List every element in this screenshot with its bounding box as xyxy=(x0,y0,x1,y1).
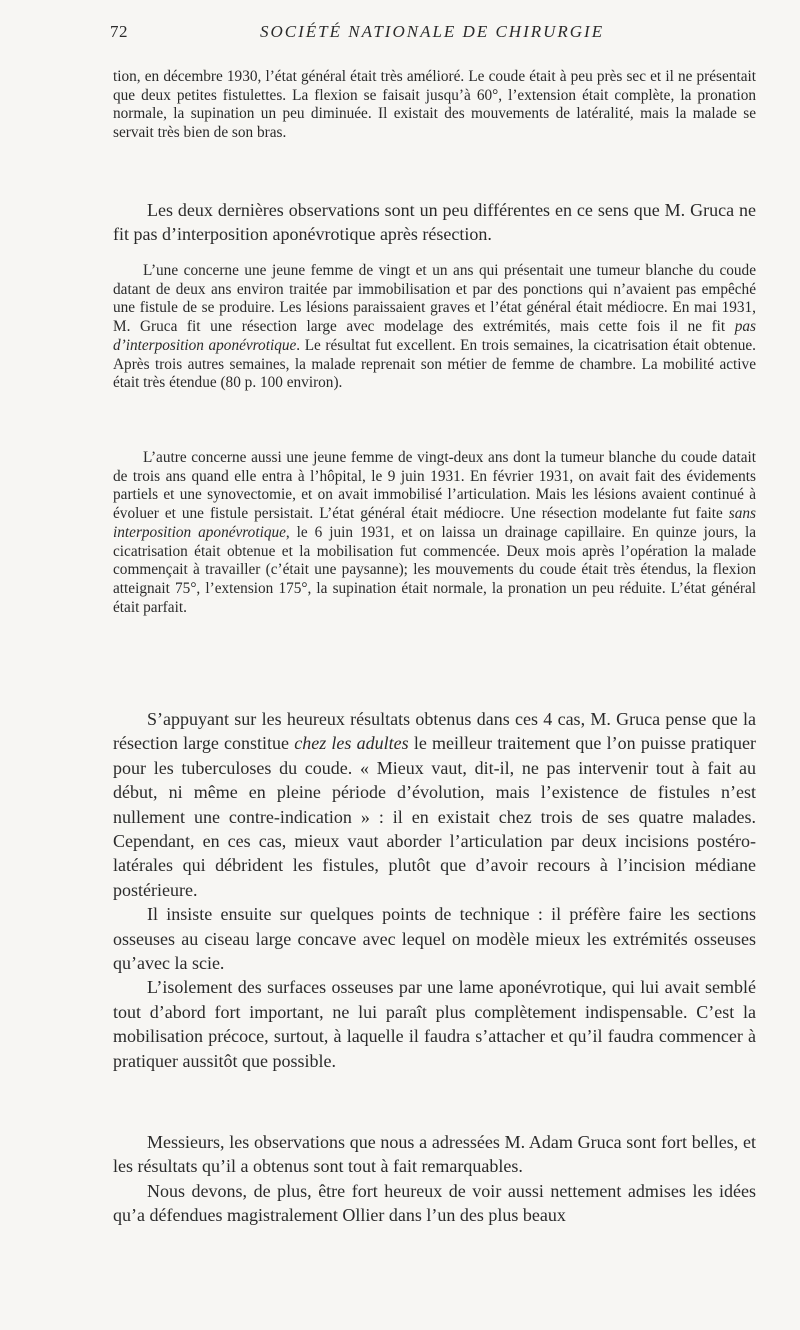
observation-4-text xyxy=(113,449,756,617)
observation-3-part-b: . Le résultat fut excellent. En trois semaines, la cicatrisation était obtenue. Après trois autres semaines, la malade reprenait son métier de femme de chambre. La mobilité active était très étendue (80 p. 100 environ). xyxy=(113,336,756,392)
observation-3-emphasis: pas d’interposition aponévrotique xyxy=(113,318,756,354)
paragraph-7-text: L’isolement des surfaces osseuses par une lame aponévrotique, qui lui avait semblé tout d’abord fort important, ne lui paraît plus complètement indispensable. C’est la mobilisation précoce, surtout, à laquelle il faudra s’attacher et qu’il faudra commencer à pratiquer aussitôt que possible. xyxy=(113,977,756,1071)
paragraph-5-part-b: le meilleur traitement que l’on puisse pratiquer pour les tuberculoses du coude. « Mieux vaut, dit-il, ne pas intervenir tout à fait au début, ni même en pleine période d’évolution, mais l’existence de fistules n’est nullement une contre-indication » : il en existait chez trois de ses quatre malades. Cependant, en ces cas, mieux vaut aborder l’articulation par deux incisions postéro-latérales qui débrident les fistules, plutôt que d’avoir recours à l’incision médiane postérieure. xyxy=(113,733,756,900)
closing-section xyxy=(113,1130,756,1228)
paragraph-2-text: Les deux dernières observations sont un peu différentes en ce sens que M. Gruca ne fit pas d’interposition aponévrotique après résection. xyxy=(113,200,756,245)
observation-3 xyxy=(113,262,756,393)
paragraph-1-text: tion, en décembre 1930, l’état général était très amélioré. Le coude était à peu près sec et il ne présentait que deux petites fistulettes. La flexion se faisait jusqu’à 60°, l’extension était complète, la pronation normale, la supination un peu diminuée. Il existait des mouvements de latéralité, mais la malade se servait très bien de son bras. xyxy=(113,68,756,142)
paragraph-5-part-a: S’appuyant sur les heureux résultats obtenus dans ces 4 cas, M. Gruca pense que la résection large constitue xyxy=(113,709,756,754)
paragraph-2 xyxy=(113,198,756,247)
paragraph-8-text: Messieurs, les observations que nous a adressées M. Adam Gruca sont fort belles, et les résultats qu’il a obtenus sont tout à fait remarquables. xyxy=(113,1132,756,1177)
paragraph-1 xyxy=(113,68,756,143)
observation-3-part-a: L’une concerne une jeune femme de vingt et un ans qui présentait une tumeur blanche du coude datant de deux ans environ traitée par immobilisation et par des ponctions qui n’avaient pas empêché une fistule de se produire. Les lésions paraissaient graves et l’état général était médiocre. En mai 1931, M. Gruca fit une résection large avec modelage des extrémités, mais cette fois il ne fit xyxy=(113,262,756,336)
observation-4 xyxy=(113,449,756,617)
observation-4-emphasis: sans interposition aponévrotique xyxy=(113,505,756,541)
observation-3-text xyxy=(113,262,756,393)
page-header xyxy=(110,22,760,46)
paragraph-6-text: Il insiste ensuite sur quelques points de technique : il préfère faire les sections osseuses au ciseau large concave avec lequel on modèle mieux les extrémités osseuses qu’avec la scie. xyxy=(113,904,756,974)
running-title: SOCIÉTÉ NATIONALE DE CHIRURGIE xyxy=(260,22,605,41)
conclusions-section xyxy=(113,707,756,1073)
paragraph-9-text: Nous devons, de plus, être fort heureux de voir aussi nettement admises les idées qu’a défendues magistralement Ollier dans l’un des plus beaux xyxy=(113,1180,756,1226)
paragraph-5-emphasis: chez les adultes xyxy=(294,733,409,754)
observation-4-part-a: L’autre concerne aussi une jeune femme de vingt-deux ans dont la tumeur blanche du coude datait de trois ans quand elle entra à l’hôpital, le 9 juin 1931. En février 1931, on avait fait des évidements partiels et une synovectomie, et on avait immobilisé l’articulation. Mais les lésions avaient continué à évoluer et une fistule persistait. L’état général était médiocre. Une résection modelante fut faite xyxy=(113,449,756,523)
page-number: 72 xyxy=(110,22,128,41)
observation-4-part-b: , le 6 juin 1931, et on laissa un drainage capillaire. En quinze jours, la cicatrisation était obtenue et la mobilisation fut commencée. Deux mois après l’opération la malade commençait à travailler (c’était une paysanne); les mouvements du coude était très étendus, la flexion atteignait 75°, l’extension 175°, la supination était normale, la pronation un peu réduite. L’état général était parfait. xyxy=(113,523,756,616)
paragraph-5-text xyxy=(113,707,756,902)
